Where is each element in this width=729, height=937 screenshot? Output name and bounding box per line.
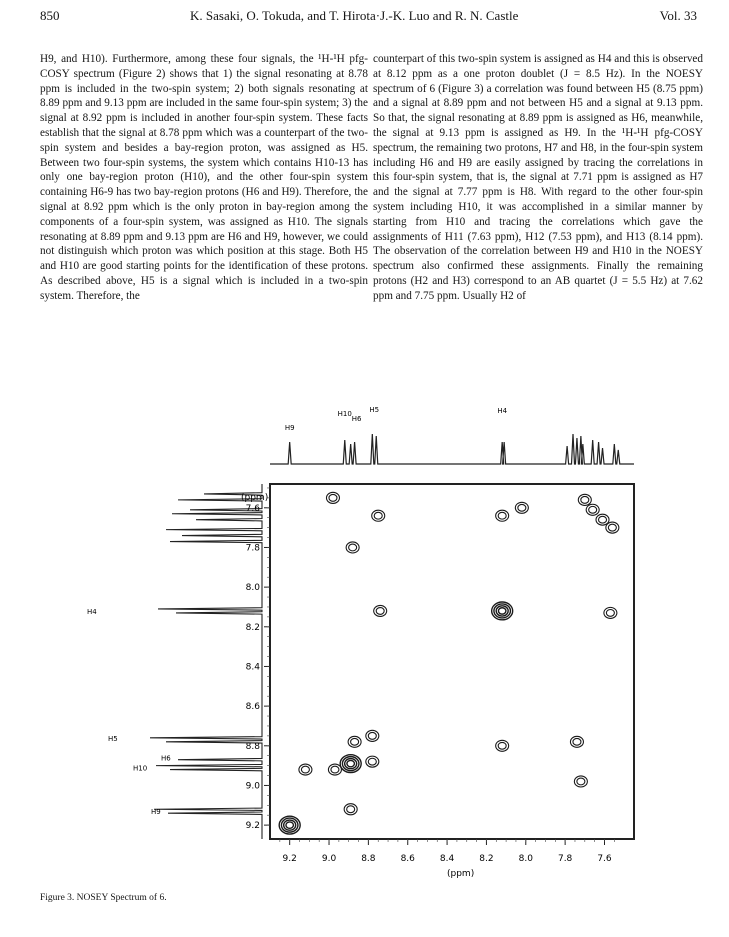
cross-peak bbox=[340, 755, 361, 773]
x-tick-label: 7.8 bbox=[557, 854, 573, 864]
side-1d-projection bbox=[87, 484, 262, 839]
contour-ring bbox=[368, 732, 376, 739]
x-tick-label: 7.6 bbox=[597, 854, 612, 864]
contour-ring bbox=[376, 608, 384, 615]
contour-ring bbox=[279, 816, 300, 834]
y-tick-label: 8.6 bbox=[245, 702, 260, 713]
side-peak-label: H10 bbox=[133, 764, 148, 773]
volume-label: Vol. 33 bbox=[659, 8, 697, 23]
x-tick-label: 8.6 bbox=[400, 854, 415, 864]
contour-ring bbox=[573, 738, 581, 745]
contour-ring bbox=[331, 766, 339, 773]
figure-caption: Figure 3. NOSEY Spectrum of 6. bbox=[40, 893, 167, 903]
cross-peak bbox=[366, 756, 379, 767]
cross-peak bbox=[496, 510, 509, 521]
contour-ring bbox=[347, 806, 355, 813]
cross-peak bbox=[344, 804, 357, 815]
cross-peak bbox=[346, 542, 359, 553]
contour-ring bbox=[518, 504, 526, 511]
cross-peak bbox=[279, 816, 300, 834]
x-tick-label: 8.0 bbox=[518, 854, 533, 864]
top-peak-label: H9 bbox=[284, 424, 295, 432]
cross-peak bbox=[496, 740, 509, 751]
paragraph-right: counterpart of this two-spin system is assigned as H4 and this is observed at 8.12 ppm as a one proton doublet (J = 8.5 Hz). In the NOESY spectrum of 6 (Figure 3) a correlation was found between H5 (8.75 ppm) and a signal at 8.89 ppm and not between H5 and a signal at 9.13 ppm. So that, the signal resonating at 8.89 ppm is assigned as H6, meanwhile, the signal at 9.13 ppm is assigned as H9. In the ¹H-¹H pfg-COSY spectrum, the remaining two protons, H7 and H8, in the four-spin system including H6 and H9 are easily assigned by tracing the correlations in this four-spin system, that is, the signal at 7.71 ppm is assigned as H7 and the signal at 7.77 ppm is H8. With regard to the other four-spin system including H10, it was accomplished in a similar manner by starting from H10 and tracing the correlations which gave the assignments of H11 (7.63 ppm), H12 (7.53 ppm), and H13 (8.14 ppm). The observation of the correlation between H9 and H10 in the NOESY spectrum also confirmed these assignments. Finally the remaining protons (H2 and H3) correspond to an AB quartet (J = 5.5 Hz) at 7.62 ppm and 7.75 ppm. Usually H2 of bbox=[373, 53, 703, 302]
cross-peak bbox=[606, 522, 619, 533]
y-tick-label: 8.4 bbox=[245, 662, 260, 673]
top-peak-label: H4 bbox=[497, 407, 508, 415]
contour-ring bbox=[498, 608, 506, 614]
cross-peak bbox=[372, 510, 385, 521]
y-tick-label: 8.2 bbox=[245, 622, 260, 633]
contour-ring bbox=[599, 516, 607, 523]
cross-peak bbox=[515, 502, 528, 513]
contour-ring bbox=[577, 778, 585, 785]
cross-peak bbox=[604, 607, 617, 618]
contour-ring bbox=[498, 742, 506, 749]
x-tick-label: 9.2 bbox=[282, 854, 297, 864]
contour-ring bbox=[329, 494, 337, 501]
y-tick-label: 8.8 bbox=[245, 741, 260, 752]
cross-peak bbox=[374, 605, 387, 616]
top-1d-projection bbox=[270, 406, 634, 464]
contour-ring bbox=[589, 506, 597, 513]
top-peak-label: H6 bbox=[351, 415, 362, 423]
contour-ring bbox=[347, 760, 355, 766]
y-tick-label: 9.0 bbox=[245, 781, 260, 792]
side-peak-label: H9 bbox=[151, 808, 161, 817]
top-peak-label: H10 bbox=[337, 410, 352, 418]
side-peak-label: H4 bbox=[87, 607, 97, 616]
cross-peak bbox=[586, 504, 599, 515]
contour-ring bbox=[581, 496, 589, 503]
x-tick-label: 8.2 bbox=[479, 854, 494, 864]
contour-ring bbox=[340, 755, 361, 773]
cross-peak bbox=[596, 514, 609, 525]
cross-peak bbox=[570, 736, 583, 747]
cross-peak bbox=[326, 492, 339, 503]
top-peak-label: H5 bbox=[369, 406, 380, 414]
running-header-authors: K. Sasaki, O. Tokuda, and T. Hirota·J.-K. Luo and R. N. Castle bbox=[190, 8, 519, 23]
paragraph-left: H9, and H10). Furthermore, among these four signals, the ¹H-¹H pfg-COSY spectrum (Figure 2) shows that 1) the signal resonating at 8.78 ppm is included in the two-spin system; 2) both signals resonating at 8.89 ppm and 9.13 ppm are included in the same four-spin system; 3) the signal at 8.92 ppm is included in another four-spin system. These facts establish that the signal at 8.78 ppm which was a counterpart of the two-spin system and besides a bay-region proton, was assigned as H5. Between two four-spin systems, the system which contains H10-13 has only one bay-region proton (H10), and the other four-spin system containing H6-9 has two bay-region protons (H6 and H9). Therefore, the signal at 8.92 ppm which is the only proton in bay-region among the components of a four-spin system, was assigned as H10. The signals resonating at 8.89 ppm and 9.13 ppm are H6 and H9, however, we could not distinguish which proton was which position at this stage. Both H5 and H10 are good starting points for the identification of these protons. As described above, H5 is a signal which is included in a two-spin system. Therefore, the bbox=[40, 53, 368, 302]
x-tick-label: 9.0 bbox=[321, 854, 337, 864]
page-number: 850 bbox=[40, 8, 60, 23]
contour-ring bbox=[374, 512, 382, 519]
x-axis-unit: (ppm) bbox=[447, 869, 475, 879]
y-tick-label: 7.8 bbox=[245, 543, 260, 554]
top-projection-trace bbox=[270, 434, 634, 464]
x-tick-label: 8.8 bbox=[361, 854, 376, 864]
x-tick-label: 8.4 bbox=[439, 854, 455, 864]
cross-peak bbox=[578, 494, 591, 505]
contour-ring bbox=[349, 544, 357, 551]
cross-peak bbox=[348, 736, 361, 747]
cross-peak bbox=[492, 602, 513, 620]
cross-peak bbox=[574, 776, 587, 787]
side-peak-label: H5 bbox=[108, 734, 118, 743]
cross-peaks bbox=[279, 492, 619, 834]
y-axis-unit: (ppm) bbox=[241, 493, 269, 503]
y-tick-label: 9.2 bbox=[245, 821, 260, 832]
y-tick-label: 7.6 bbox=[245, 503, 260, 514]
contour-ring bbox=[608, 524, 616, 531]
contour-ring bbox=[368, 758, 376, 765]
cross-peak bbox=[299, 764, 312, 775]
spectrum-plot-frame bbox=[270, 484, 634, 839]
axis-ticks bbox=[246, 488, 615, 864]
contour-ring bbox=[606, 610, 614, 617]
contour-ring bbox=[286, 822, 294, 828]
contour-ring bbox=[492, 602, 513, 620]
contour-ring bbox=[498, 512, 506, 519]
side-peak-label: H6 bbox=[161, 754, 171, 763]
cross-peak bbox=[328, 764, 341, 775]
cross-peak bbox=[366, 730, 379, 741]
y-tick-label: 8.0 bbox=[245, 583, 260, 594]
contour-ring bbox=[351, 738, 359, 745]
contour-ring bbox=[301, 766, 309, 773]
